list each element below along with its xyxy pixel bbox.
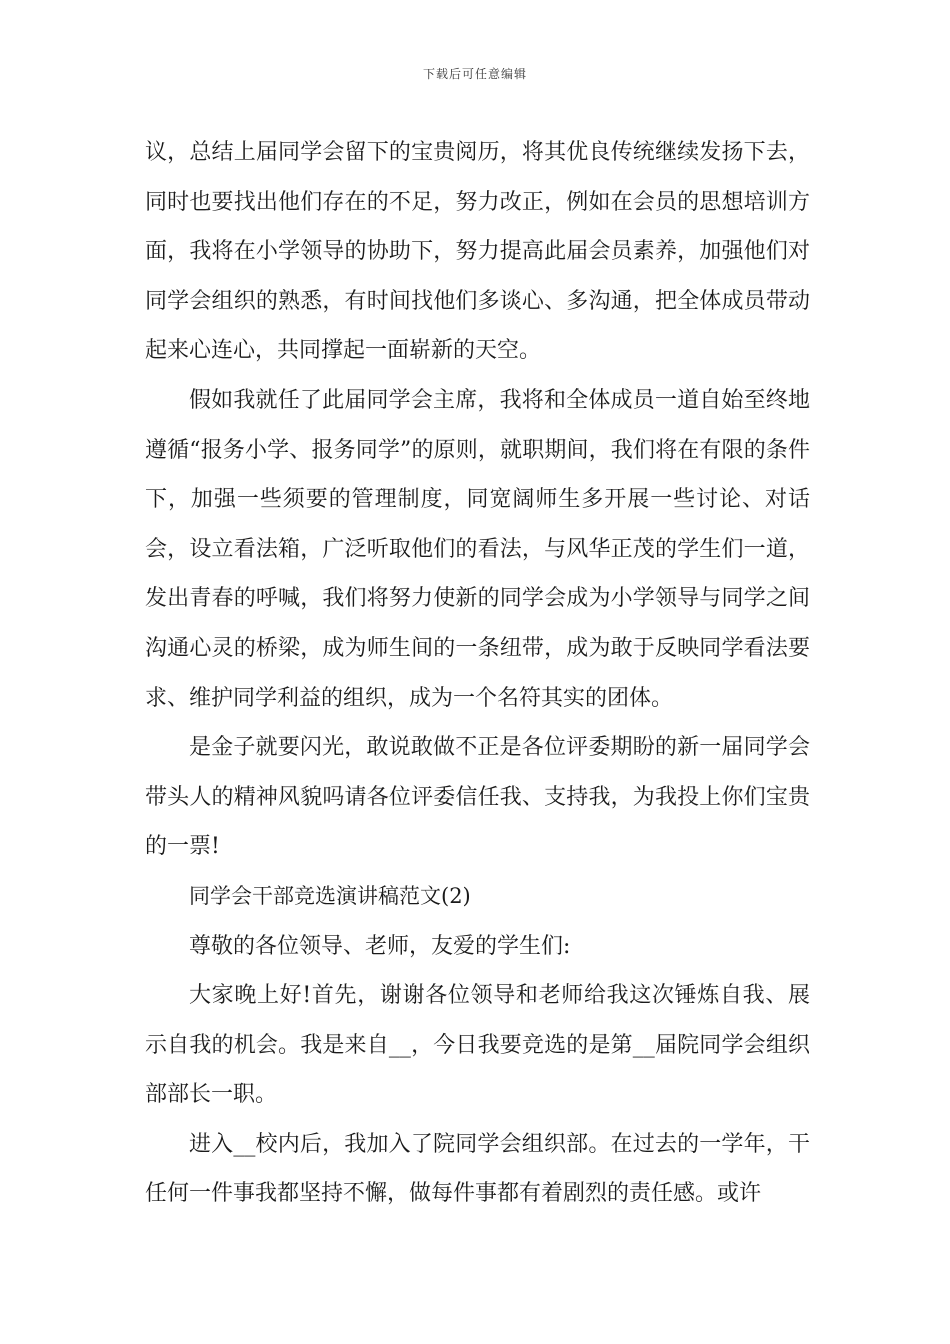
paragraph: 进入__校内后，我加入了院同学会组织部。在过去的一学年，干任何一件事我都坚持不懈，做每件事都有着剧烈的责任感。或许 xyxy=(145,1131,810,1207)
page-header: 下载后可任意编辑 xyxy=(422,67,527,81)
section-heading: 同学会干部竞选演讲稿范文(2) xyxy=(189,883,471,908)
salutation: 尊敬的各位领导、老师，友爱的学生们: xyxy=(189,933,571,959)
document-body xyxy=(145,128,810,1219)
paragraph: 假如我就任了此届同学会主席，我将和全体成员一道自始至终地遵循“报务小学、报务同学”的原则，就职期间，我们将在有限的条件下，加强一些须要的管理制度，同宽阔师生多开展一些讨论、对话会，设立看法箱，广泛听取他们的看法，与风华正茂的学生们一道，发出青春的呼喊，我们将努力使新的同学会成为小学领导与同学之间沟通心灵的桥梁，成为师生间的一条纽带，成为敢于反映同学看法要求、维护同学利益的组织，成为一个名符其实的团体。 xyxy=(145,387,810,711)
paragraph: 大家晚上好!首先，谢谢各位领导和老师给我这次锤炼自我、展示自我的机会。我是来自__，今日我要竞选的是第__届院同学会组织部部长一职。 xyxy=(145,983,810,1108)
paragraph: 是金子就要闪光，敢说敢做不正是各位评委期盼的新一届同学会带头人的精神风貌吗请各位评委信任我、支持我，为我投上你们宝贵的一票! xyxy=(145,735,810,860)
paragraph-continuation: 议，总结上届同学会留下的宝贵阅历，将其优良传统继续发扬下去，同时也要找出他们存在的不足，努力改正，例如在会员的思想培训方面，我将在小学领导的协助下，努力提高此届会员素养，加强他们对同学会组织的熟悉，有时间找他们多谈心、多沟通，把全体成员带动起来心连心，共同撑起一面崭新的天空。 xyxy=(145,140,810,364)
